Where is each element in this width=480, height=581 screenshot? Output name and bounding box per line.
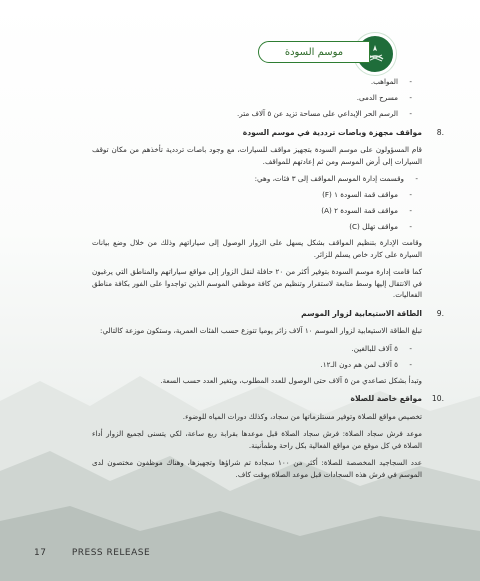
intro-list (92, 76, 422, 120)
paragraph: موعد فرش سجاد الصلاة: فرش سجاد الصلاة قبل موعدها بقرابة ربع ساعة، لكي يتسنى لجميع الزوار أداء الصلاة في كل موقع من مواقع الفعالية بكل راحة وطمأنينة. (92, 429, 422, 450)
list-item: - ٥ آلاف لمن هم دون الـ١٢. (92, 359, 422, 371)
list-item: - المواهب. (92, 76, 422, 88)
section-title: مواقع خاصة للصلاة (350, 394, 422, 403)
list-item: - مواقف قمة السودة ١ (F) (92, 189, 422, 201)
list-item: - مسرح الدمى. (92, 92, 422, 104)
list-item: - وقسمت إدارة الموسم المواقف إلى ٣ فئات، وهي: (92, 173, 422, 185)
list-item: - الرسم الحر الإبداعي على مساحة تزيد عن ٥ آلاف متر. (92, 108, 422, 120)
paragraph: عدد السجاجيد المخصصة للصلاة: أكثر من ١٠٠ سجادة تم شراؤها وتجهيزها، وهناك موظفون مختصون لدى الموسم في فرش هذه السجادات قبل موعد الصلاة بوقت كاف. (92, 458, 422, 479)
paragraph: كما قامت إدارة موسم السودة بتوفير أكثر من ٢٠ حافلة لنقل الزوار إلى مواقع سياراتهم والمناطق التي يرغبون في الانتقال إليها وسط متابعة لاستقرار وتنظيم من كافة موظفي الموسم الذين تواجدوا على الفور بكافة مناطق الفعاليات. (92, 267, 422, 299)
paragraph: قام المسؤولون على موسم السودة بتجهيز مواقف للسيارات، مع وجود باصات ترددية تأخذهم من مكان توقف السيارات إلى أرض الموسم ومن ثم إعادتهم للمواقف. (92, 145, 422, 166)
footer-label: PRESS RELEASE (71, 548, 151, 558)
page-number: 17 (34, 548, 47, 558)
parking-list (92, 189, 422, 233)
page-footer (34, 548, 150, 558)
paragraph: تبلغ الطاقة الاستيعابية لزوار الموسم ١٠ آلاف زائر يوميا تتوزع حسب الفئات العمرية، وستكون موزعة كالتالي: (100, 326, 422, 335)
section-number: 9. (436, 308, 444, 318)
section-title: مواقف مجهزة وباصات ترددية في موسم السودة (242, 127, 422, 137)
list-item: - مواقف قمة السودة ٢ (A) (92, 205, 422, 217)
paragraph: وقامت الإدارة بتنظيم المواقف بشكل يسهل على الزوار الوصول إلى سياراتهم وذلك من خلال وضع بيانات السيارة على كارد خاص يسلم للزائر. (92, 238, 422, 259)
section-8-heading (92, 127, 444, 139)
section-9-heading (92, 308, 444, 320)
list-item: - مواقف تهلل (C) (92, 221, 422, 233)
section-number: 10. (431, 394, 444, 403)
section-10-heading (92, 393, 444, 405)
season-header-label: موسم السودة (258, 41, 370, 63)
document-body (92, 76, 444, 486)
paragraph: تخصيص مواقع للصلاة وتوفير مستلزماتها من سجاد، وكذلك دورات المياه للوضوء. (182, 411, 422, 421)
list-item: - ٥ آلاف للبالغين. (92, 343, 422, 355)
section-number: 8. (436, 127, 444, 137)
paragraph: وتبدأ بشكل تصاعدي من ٥ آلاف حتى الوصول للعدد المطلوب، ويتغير العدد حسب السعة. (160, 375, 422, 385)
capacity-list (92, 343, 422, 371)
section-title: الطاقة الاستيعابية لزوار الموسم (301, 308, 422, 318)
